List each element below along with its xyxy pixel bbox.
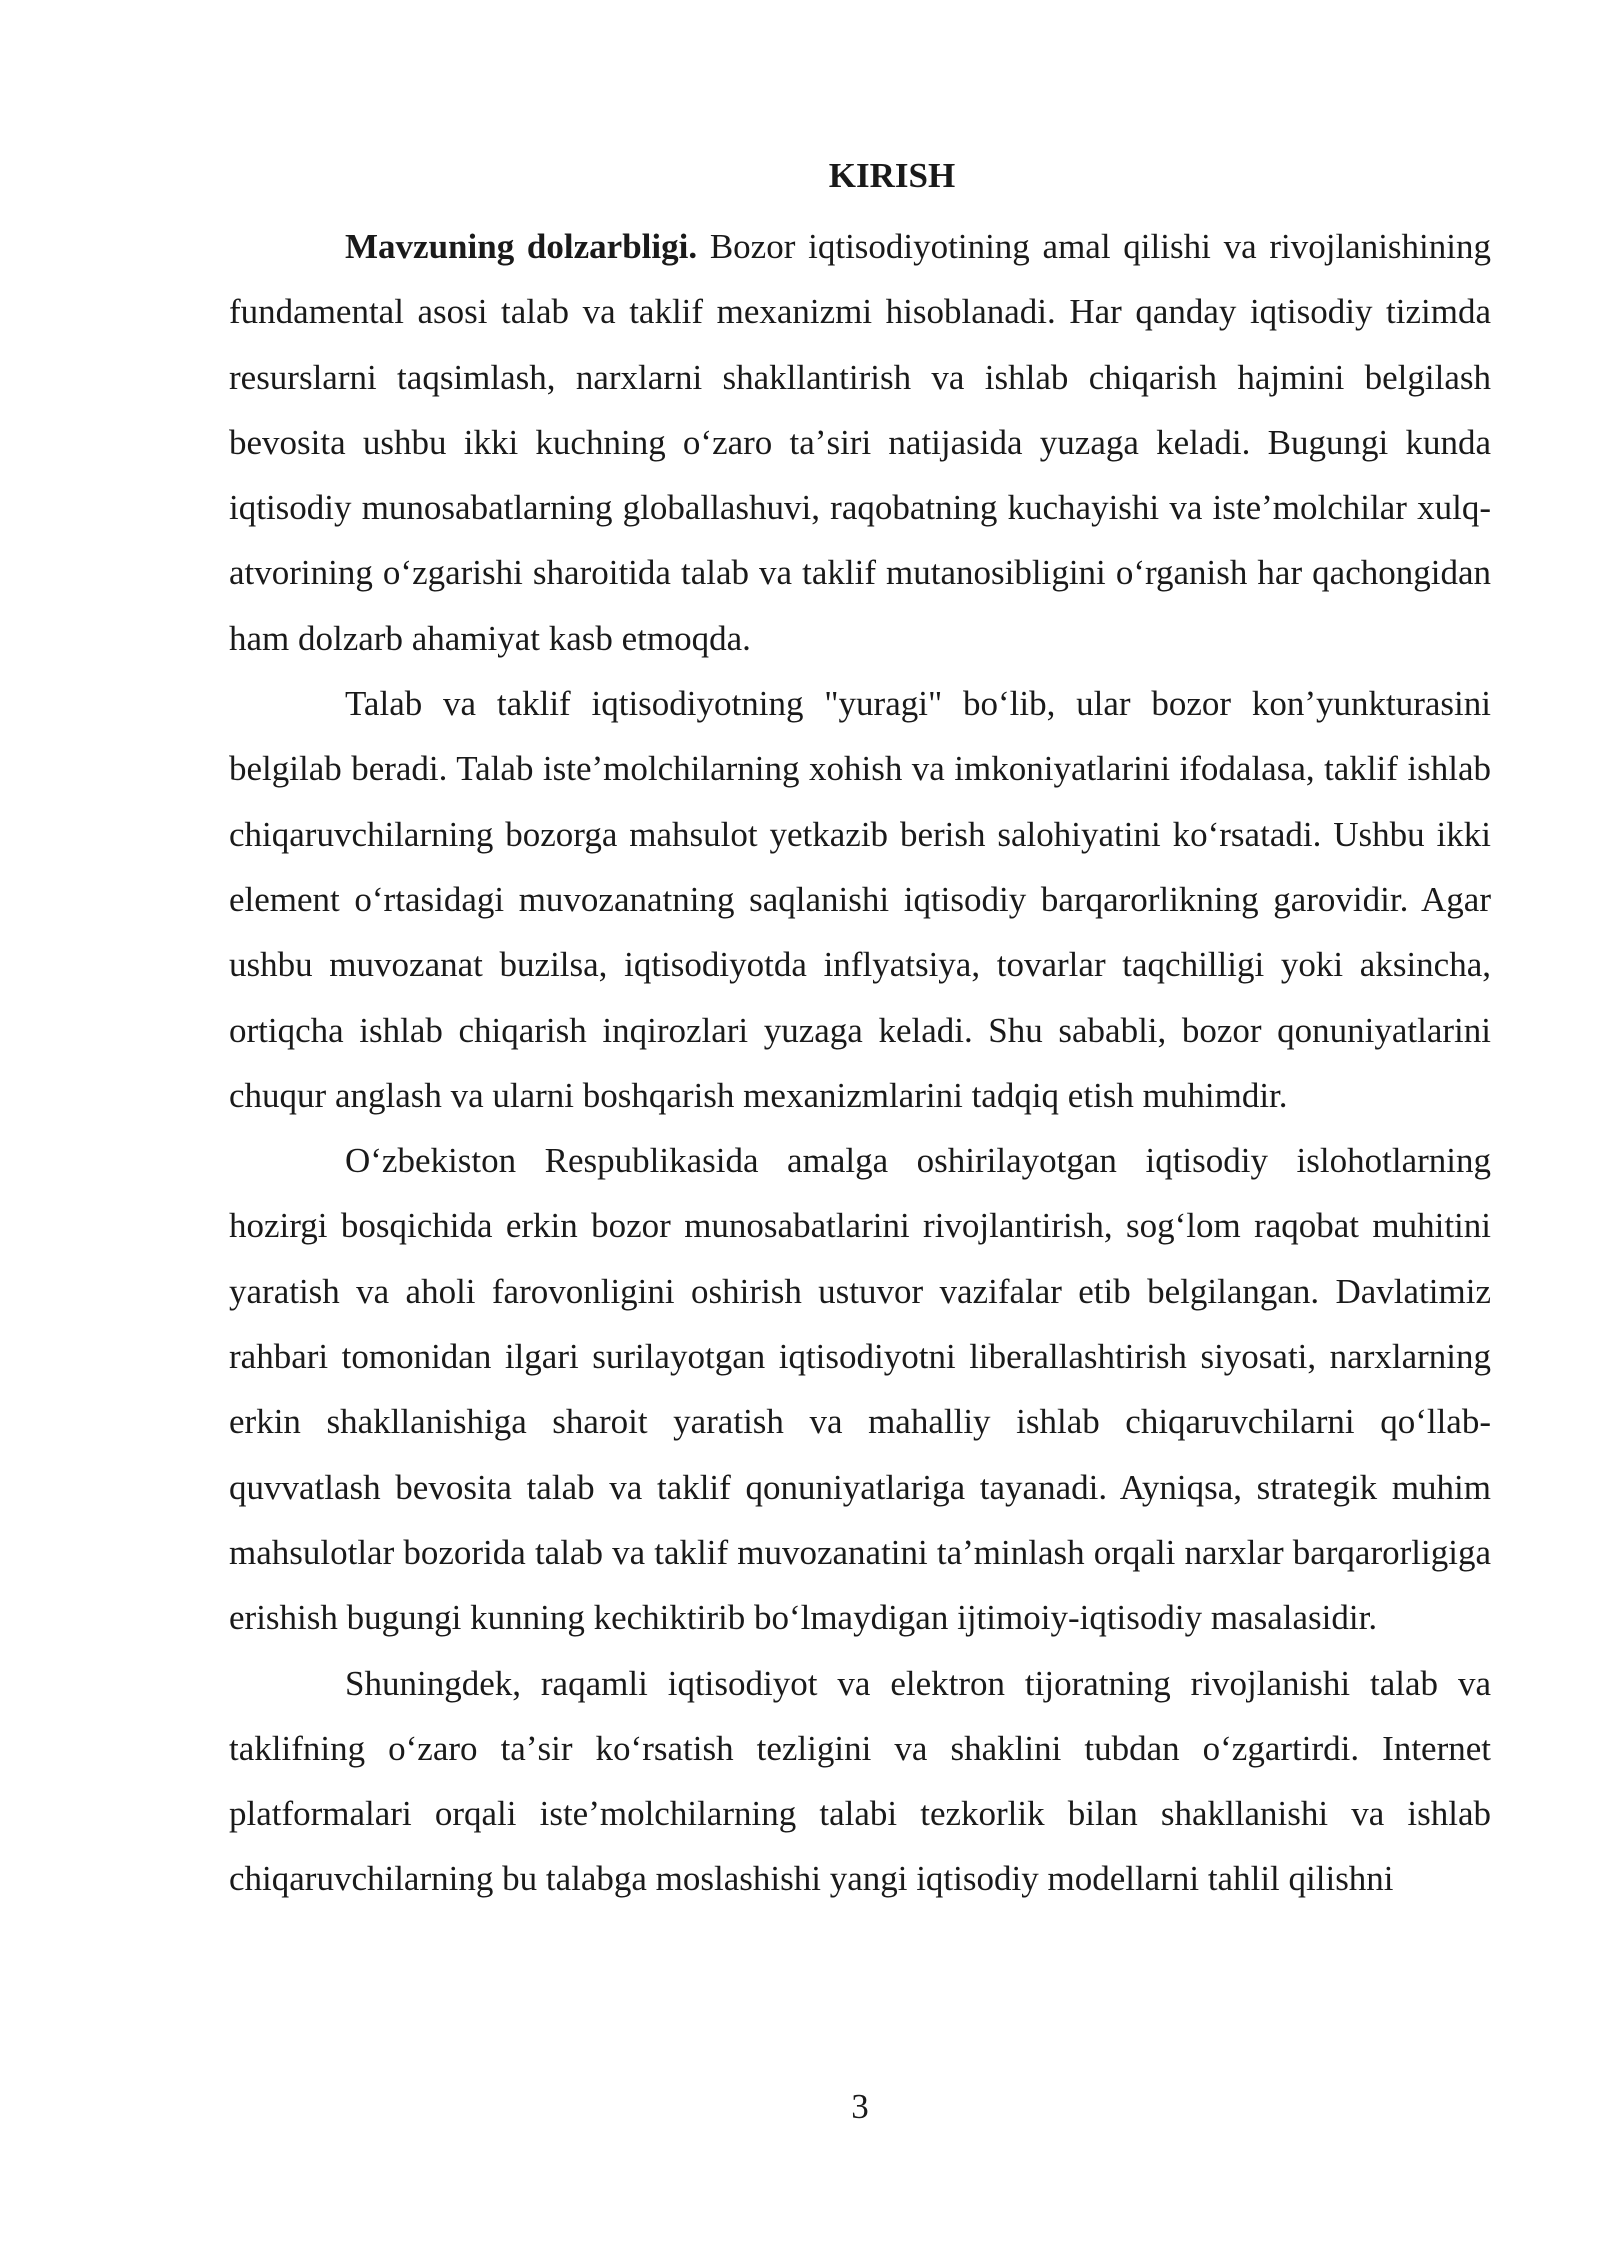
paragraph-text: Oʻzbekiston Respublikasida amalga oshirilayotgan iqtisodiy islohotlarning hozirgi bosqichida erkin bozor munosabatlarini rivojlantirish, sogʻlom raqobat muhitini yaratish va aholi farovonligini oshirish ustuvor vazifalar etib belgilangan. Davlatimiz rahbari tomonidan ilgari surilayotgan iqtisodiyotni liberallashtirish siyosati, narxlarning erkin shakllanishiga sharoit yaratish va mahalliy ishlab chiqaruvchilarni qoʻllab-quvvatlash bevosita talab va taklif qonuniyatlariga tayanadi. Ayniqsa, strategik muhim mahsulotlar bozorida talab va taklif muvozanatini taʼminlash orqali narxlar barqarorligiga erishish bugungi kunning kechiktirib boʻlmaydigan ijtimoiy-iqtisodiy masalasidir. <box>229 1141 1491 1638</box>
paragraph-text: Talab va taklif iqtisodiyotning "yuragi" boʻlib, ular bozor konʼyunkturasini belgilab beradi. Talab isteʼmolchilarning xohish va imkoniyatlarini ifodalasa, taklif ishlab chiqaruvchilarning bozorga mahsulot yetkazib berish salohiyatini koʻrsatadi. Ushbu ikki element oʻrtasidagi muvozanatning saqlanishi iqtisodiy barqarorlikning garovidir. Agar ushbu muvozanat buzilsa, iqtisodiyotda inflyatsiya, tovarlar taqchilligi yoki aksincha, ortiqcha ishlab chiqarish inqirozlari yuzaga keladi. Shu sababli, bozor qonuniyatlarini chuqur anglash va ularni boshqarish mexanizmlarini tadqiq etish muhimdir. <box>229 684 1491 1115</box>
paragraph-text: Bozor iqtisodiyotining amal qilishi va rivojlanishining fundamental asosi talab va taklif mexanizmi hisoblanadi. Har qanday iqtisodiy tizimda resurslarni taqsimlash, narxlarni shakllantirish va ishlab chiqarish hajmini belgilash bevosita ushbu ikki kuchning oʻzaro taʼsiri natijasida yuzaga keladi. Bugungi kunda iqtisodiy munosabatlarning globallashuvi, raqobatning kuchayishi va isteʼmolchilar xulq-atvorining oʻzgarishi sharoitida talab va taklif mutanosibligini oʻrganish har qachongidan ham dolzarb ahamiyat kasb etmoqda. <box>229 227 1492 658</box>
paragraph-relevance <box>229 214 1491 671</box>
paragraph-digital-economy <box>229 1651 1491 1912</box>
paragraph-text: Shuningdek, raqamli iqtisodiyot va elektron tijoratning rivojlanishi talab va taklifning oʻzaro taʼsir koʻrsatish tezligini va shaklini tubdan oʻzgartirdi. Internet platformalari orqali isteʼmolchilarning talabi tezkorlik bilan shakllanishi va ishlab chiqaruvchilarning bu talabga moslashishi yangi iqtisodiy modellarni tahlil qilishni <box>229 1663 1491 1899</box>
section-title: KIRISH <box>828 156 956 195</box>
document-page <box>229 148 1491 1912</box>
paragraph-supply-demand <box>229 671 1491 1128</box>
paragraph-uzbekistan-reforms <box>229 1128 1491 1650</box>
page-number: 3 <box>851 2087 869 2126</box>
paragraph-lead: Mavzuning dolzarbligi. <box>345 227 698 266</box>
